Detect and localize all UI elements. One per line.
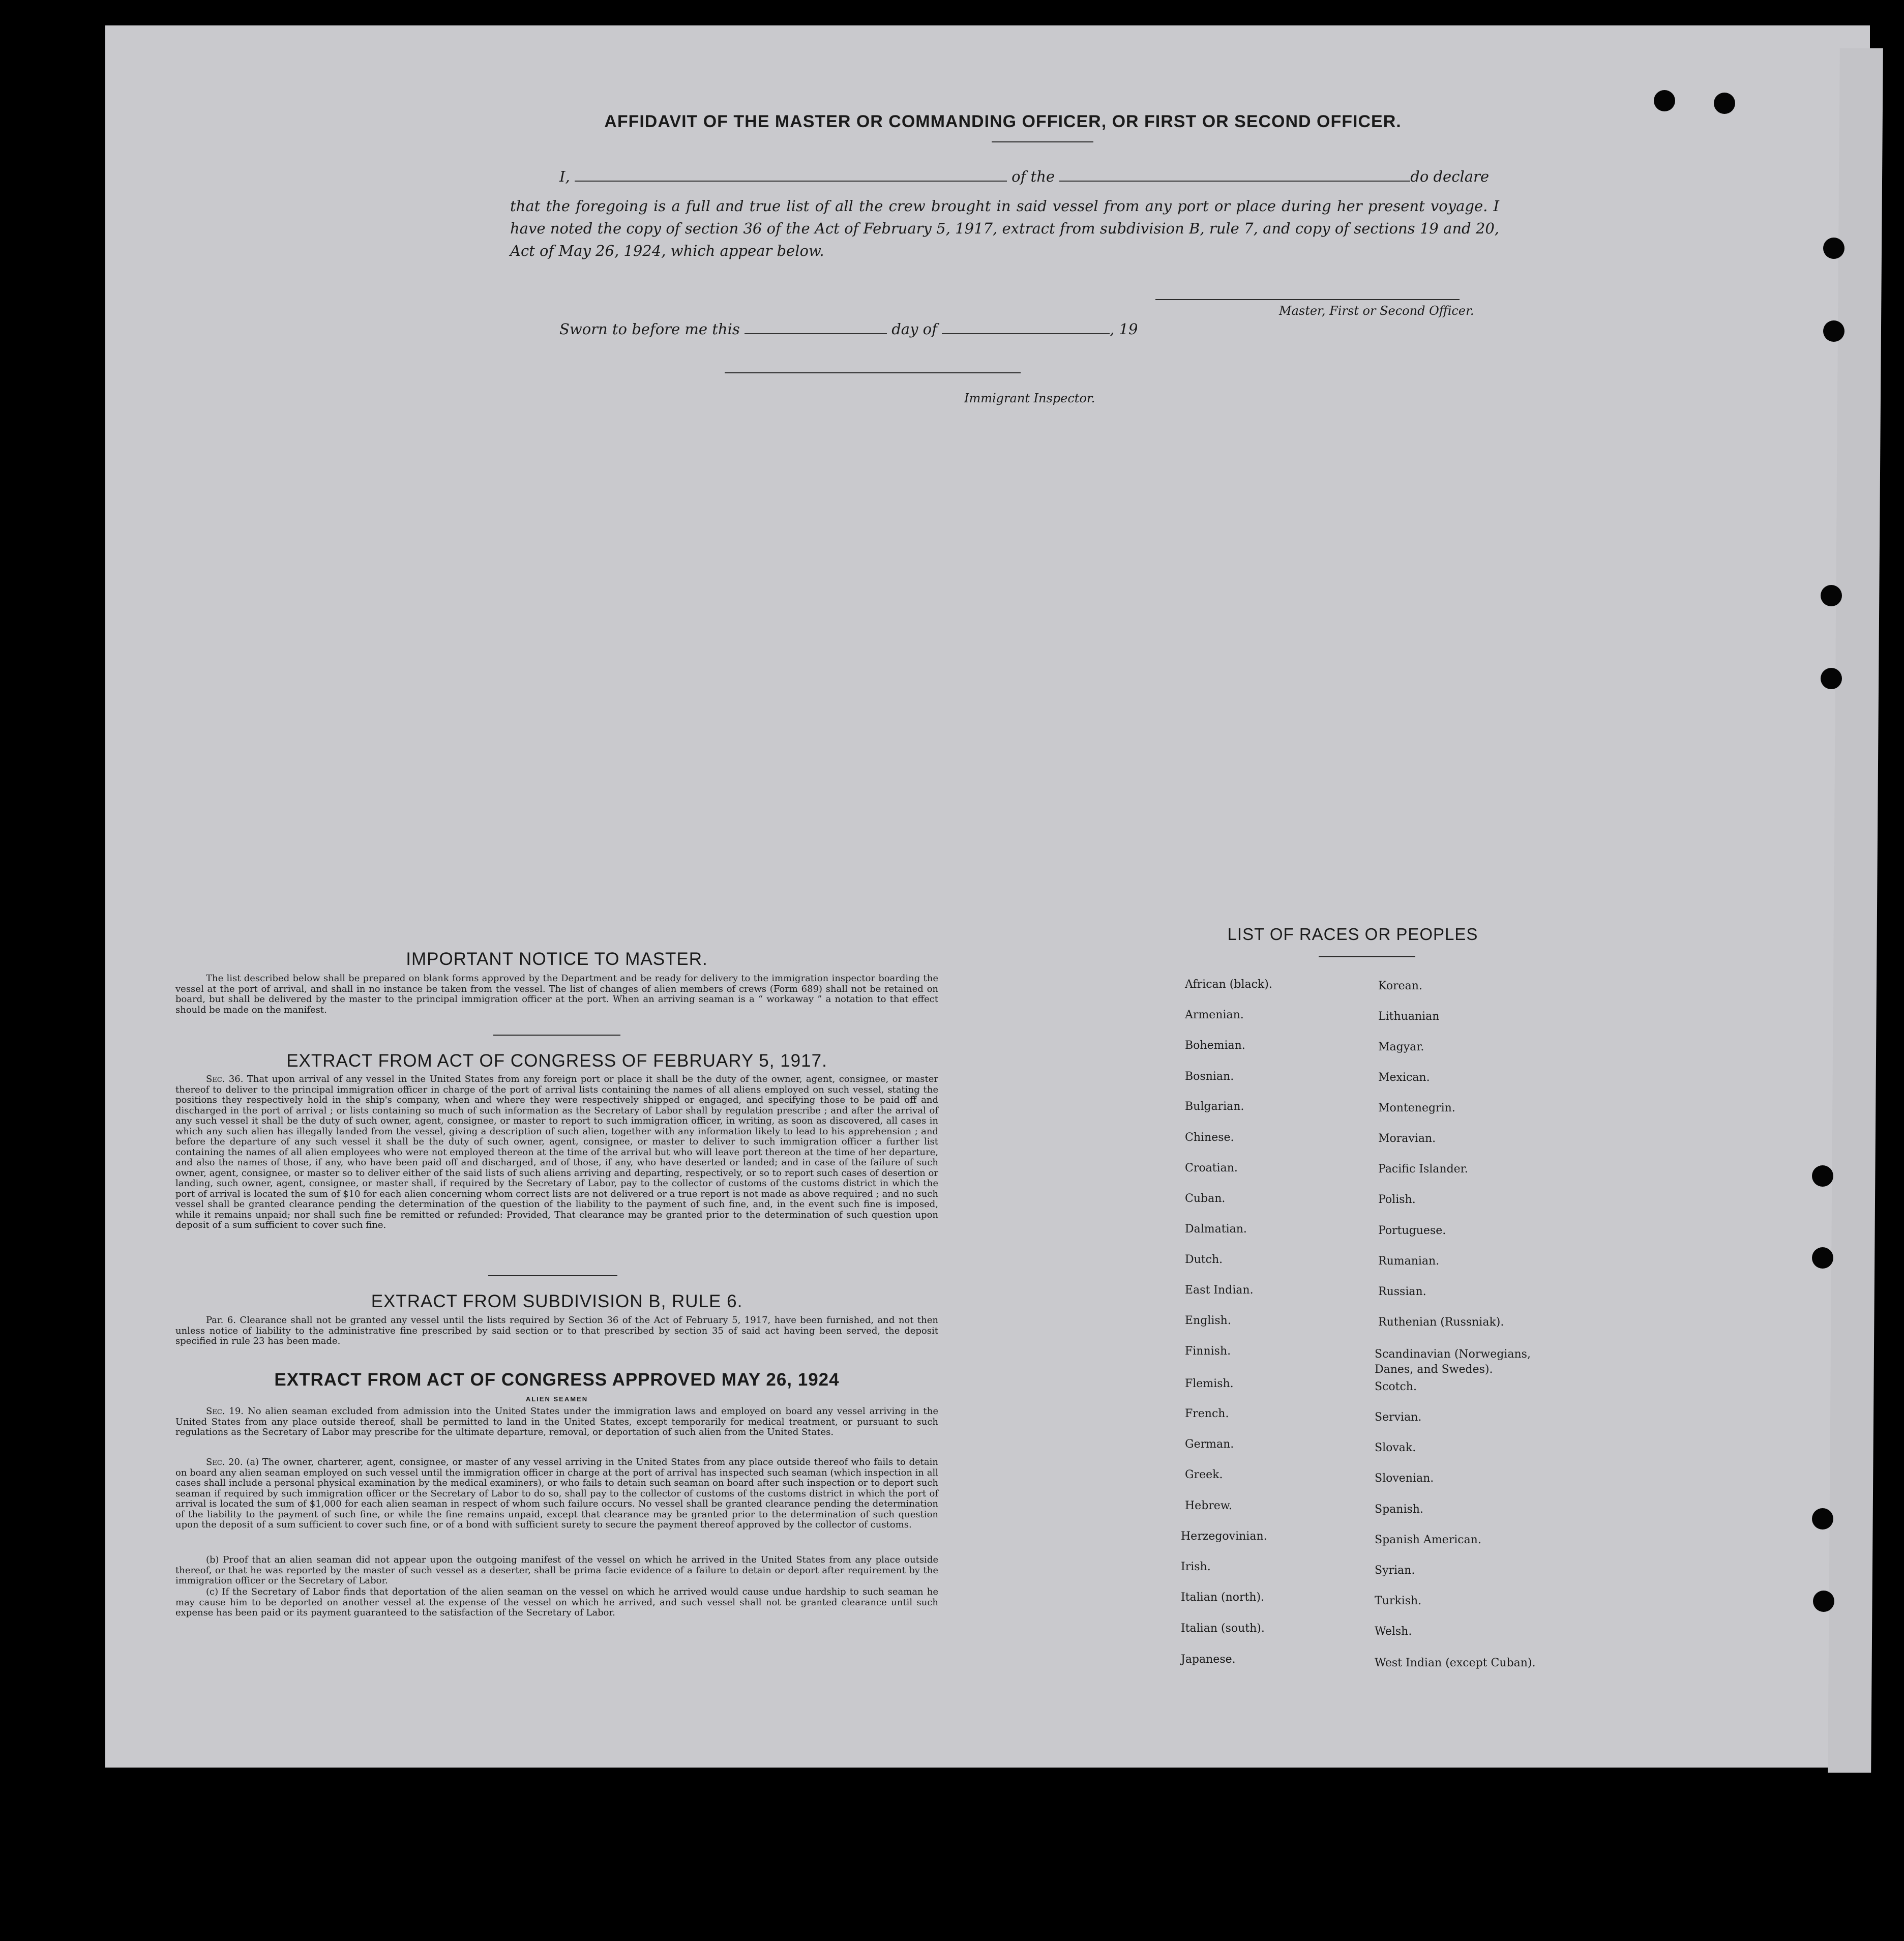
race-item: Flemish. bbox=[1185, 1377, 1234, 1390]
binder-hole bbox=[1823, 320, 1844, 342]
race-item: Spanish American. bbox=[1375, 1534, 1481, 1546]
extract-rule6-title: EXTRACT FROM SUBDIVISION B, RULE 6. bbox=[371, 1291, 743, 1311]
race-item: Scotch. bbox=[1375, 1380, 1417, 1393]
extract-1924-title: EXTRACT FROM ACT OF CONGRESS APPROVED MAY 26, 1924 bbox=[274, 1370, 840, 1390]
race-item: Welsh. bbox=[1375, 1625, 1412, 1638]
race-item: Lithuanian bbox=[1378, 1010, 1440, 1023]
divider bbox=[493, 1035, 620, 1036]
affidavit-body: that the foregoing is a full and true list of all the crew brought in said vessel from any port or place during her present voyage. I have noted the copy of section 36 of the Act of February 5, 1917, extract from subdivision B, rule 7, and copy of sections 19 and 20, Act of May 26, 1924, which appear below. bbox=[510, 197, 1499, 259]
sec-20-label: Sec. 20. bbox=[206, 1457, 243, 1467]
sworn-prefix: Sworn to before me this bbox=[559, 320, 740, 338]
races-title: LIST OF RACES OR PEOPLES bbox=[1227, 925, 1478, 944]
race-item: Scandinavian (Norwegians, Danes, and Swedes). bbox=[1375, 1348, 1531, 1376]
race-item: Mexican. bbox=[1378, 1071, 1430, 1084]
sworn-line bbox=[559, 320, 1138, 338]
sec-19-label: Sec. 19. bbox=[206, 1406, 244, 1417]
race-item: East Indian. bbox=[1185, 1284, 1254, 1297]
sec-20b-body: (b) Proof that an alien seaman did not appear upon the outgoing manifest of the vessel on which he arrived in the United States from any place outside thereof, or that he was reported by the master of such vessel as a deserter, shall be prima facie evidence of a failure to detain or deport after requirement by the immigration officer or the Secretary of Labor. bbox=[175, 1554, 938, 1586]
race-item: Pacific Islander. bbox=[1378, 1163, 1468, 1175]
affidavit-title: AFFIDAVIT OF THE MASTER OR COMMANDING OFFICER, OR FIRST OR SECOND OFFICER. bbox=[604, 112, 1402, 131]
race-item: Dalmatian. bbox=[1185, 1223, 1247, 1236]
binder-hole bbox=[1813, 1591, 1834, 1612]
race-item: Irish. bbox=[1181, 1561, 1211, 1573]
race-item: Russian. bbox=[1378, 1285, 1426, 1298]
race-item: Slovenian. bbox=[1375, 1472, 1434, 1485]
vessel-prefix: of the bbox=[1011, 168, 1055, 185]
binder-hole bbox=[1821, 668, 1842, 689]
race-item: Dutch. bbox=[1185, 1253, 1223, 1266]
binder-hole bbox=[1823, 238, 1844, 259]
race-item: Portuguese. bbox=[1378, 1224, 1446, 1237]
declarant-prefix: I, bbox=[559, 168, 570, 185]
race-item: Japanese. bbox=[1181, 1653, 1236, 1666]
race-item: Magyar. bbox=[1378, 1041, 1424, 1053]
notice-title: IMPORTANT NOTICE TO MASTER. bbox=[406, 949, 708, 969]
sworn-day-field[interactable] bbox=[745, 333, 887, 334]
sworn-month-field[interactable] bbox=[942, 333, 1110, 334]
sec-36-text: That upon arrival of any vessel in the United States from any foreign port or place it shall be the duty of the owner, agent, consignee, or master thereof to deliver to the principal immigration officer in charge of the port of arrival lists containing the names of all aliens employed on such vessel, stating the positions they respectively hold in the ship's company, when and where they were respectively shipped or engaged, and specifying those to be paid off and discharged in the port of arrival ; or lists containing so much of such information as the Secretary of Labor shall by regulation prescribe ; and after the arrival of any such vessel it shall be the duty of such owner, agent, consignee, or master to report to such immigration officer, in writing, as soon as discovered, all cases in which any such alien has illegally landed from the vessel, giving a description of such alien, together with any information likely to lead to his apprehension ; and before the departure of any such vessel it shall be the duty of such owner, agent, consignee, or master to deliver to such immigration officer a further list containing the names of all alien employees who were not employed thereon at the time of the arrival but who will leave port thereon at the time of her departure, and also the names of those, if any, who have been paid off and discharged, and of those, if any, who have deserted or landed; and in case of the failure of such owner, agent, consignee, or master so to deliver either of the said lists of such aliens arriving and departing, respectively, or so to report such cases of desertion or landing, such owner, agent, consignee, or master shall, if required by the Secretary of Labor, pay to the collector of customs of the customs district in which the port of arrival is located the sum of $10 for each alien concerning whom correct lists are not delivered or a true report is not made as above required ; and no such vessel shall be granted clearance pending the determination of the question of the liability to the payment of such fine, and, in the event such fine is imposed, while it remains unpaid; nor shall such fine be remitted or refunded: Provided, That clearance may be granted prior to the determination of such question upon deposit of a sum sufficient to cover such fine. bbox=[175, 1074, 938, 1230]
race-item: Greek. bbox=[1185, 1468, 1223, 1481]
sec-20a-text: (a) The owner, charterer, agent, consignee, or master of any vessel arriving in the United States from any place outside thereof who fails to detain on board any alien seaman employed on such vessel until the immigration officer in charge at the port of arrival has inspected such seaman (which inspection in all cases shall include a personal physical examination by the medical examiners), or who fails to detain such seaman on board after such inspection or to deport such seaman if required by such immigration officer or the Secretary of Labor to do so, shall pay to the collector of customs of the customs district in which the port of arrival is located the sum of $1,000 for each alien seaman in respect of whom such failure occurs. No vessel shall be granted clearance pending the determination of the liability to the payment of such fine, or while the fine remains unpaid, except that clearance may be granted prior to the determination of such question upon the deposit of a sum sufficient to cover such fine, or of a bond with sufficient surety to secure the payment thereof approved by the collector of customs. bbox=[175, 1457, 938, 1530]
race-item: Bulgarian. bbox=[1185, 1100, 1244, 1113]
race-item: West Indian (except Cuban). bbox=[1375, 1657, 1536, 1669]
declare-suffix: do declare bbox=[1410, 168, 1490, 185]
extract-1917-body bbox=[175, 1074, 938, 1231]
race-item: Spanish. bbox=[1375, 1503, 1423, 1516]
race-item: African (black). bbox=[1185, 978, 1272, 991]
race-item: Syrian. bbox=[1375, 1564, 1415, 1577]
race-item: Korean. bbox=[1378, 980, 1422, 992]
notice-body: The list described below shall be prepared on blank forms approved by the Department and be ready for delivery to the immigration inspector boarding the vessel at the port of arrival, and shall in no instance be taken from the vessel. The list of changes of alien members of crews (Form 689) shall not be retained on board, but shall be delivered by the master to the principal immigration officer at the port. When an arriving seaman is a “ workaway ” a notation to that effect should be made on the manifest. bbox=[175, 973, 938, 1015]
inspector-signature-label: Immigrant Inspector. bbox=[964, 391, 1095, 405]
master-signature-label: Master, First or Second Officer. bbox=[1279, 304, 1474, 318]
sec-20c-body: (c) If the Secretary of Labor finds that deportation of the alien seaman on the vessel on which he arrived would cause undue hardship to such seaman he may cause him to be deported on another vessel at the expense of the vessel on which he arrived, and such vessel shall not be granted clearance until such expense has been paid or its payment guaranteed to the satisfaction of the Secretary of Labor. bbox=[175, 1586, 938, 1618]
binder-hole bbox=[1654, 90, 1675, 111]
binder-hole bbox=[1812, 1508, 1833, 1530]
race-item: Hebrew. bbox=[1185, 1499, 1233, 1512]
race-item: Servian. bbox=[1375, 1411, 1422, 1424]
sec-19-text: No alien seaman excluded from admission into the United States under the immigration laws and employed on board any vessel arriving in the United States from any place outside thereof, shall be permitted to land in the United States, except temporarily for medical treatment, or pursuant to such regulations as the Secretary of Labor may prescribe for the ultimate departure, removal, or deportation of such alien from the United States. bbox=[175, 1406, 938, 1437]
binder-hole bbox=[1821, 585, 1842, 606]
race-item: Slovak. bbox=[1375, 1442, 1416, 1454]
race-item: English. bbox=[1185, 1314, 1231, 1327]
race-item: French. bbox=[1185, 1407, 1229, 1420]
alien-seamen-subtitle: ALIEN SEAMEN bbox=[525, 1395, 588, 1403]
extract-1917-title: EXTRACT FROM ACT OF CONGRESS OF FEBRUARY 5, 1917. bbox=[286, 1051, 827, 1071]
sec-36-label: Sec. 36. bbox=[206, 1074, 244, 1084]
binder-hole bbox=[1714, 93, 1735, 114]
race-item: German. bbox=[1185, 1438, 1234, 1451]
race-item: Finnish. bbox=[1185, 1345, 1231, 1358]
declaration-line bbox=[559, 168, 1489, 185]
inspector-signature-line[interactable] bbox=[725, 372, 1021, 373]
race-item: Polish. bbox=[1378, 1193, 1416, 1206]
race-item: Rumanian. bbox=[1378, 1255, 1440, 1268]
race-item: Croatian. bbox=[1185, 1162, 1238, 1174]
races-title-divider bbox=[1319, 956, 1415, 957]
binder-hole bbox=[1812, 1247, 1833, 1269]
divider bbox=[488, 1275, 617, 1276]
race-item: Armenian. bbox=[1185, 1009, 1244, 1021]
race-item: Herzegovinian. bbox=[1181, 1530, 1267, 1543]
race-item: Cuban. bbox=[1185, 1192, 1226, 1205]
declarant-name-field[interactable] bbox=[575, 180, 1007, 182]
race-item: Italian (north). bbox=[1181, 1591, 1265, 1604]
race-item: Bosnian. bbox=[1185, 1070, 1234, 1083]
sec-19-body bbox=[175, 1406, 938, 1438]
sec-20a-body bbox=[175, 1457, 938, 1531]
race-item: Turkish. bbox=[1375, 1595, 1422, 1607]
race-item: Italian (south). bbox=[1181, 1622, 1265, 1635]
vessel-name-field[interactable] bbox=[1059, 180, 1410, 182]
extract-rule6-body: Par. 6. Clearance shall not be granted any vessel until the lists required by Section 36 of the Act of February 5, 1917, have been furnished, and not then unless notice of liability to the administrative fine prescribed by said section or to that prescribed by section 35 of said act having been served, the deposit specified in rule 23 has been made. bbox=[175, 1315, 938, 1346]
race-item: Ruthenian (Russniak). bbox=[1378, 1316, 1504, 1329]
race-item: Chinese. bbox=[1185, 1131, 1234, 1144]
race-item: Moravian. bbox=[1378, 1132, 1436, 1145]
title-divider bbox=[992, 141, 1093, 142]
race-item: Montenegrin. bbox=[1378, 1102, 1455, 1114]
sworn-day-of: day of bbox=[891, 320, 937, 338]
master-signature-line[interactable] bbox=[1155, 299, 1460, 300]
sworn-year-prefix: , 19 bbox=[1110, 320, 1138, 338]
race-item: Bohemian. bbox=[1185, 1039, 1245, 1052]
binder-hole bbox=[1812, 1165, 1833, 1187]
